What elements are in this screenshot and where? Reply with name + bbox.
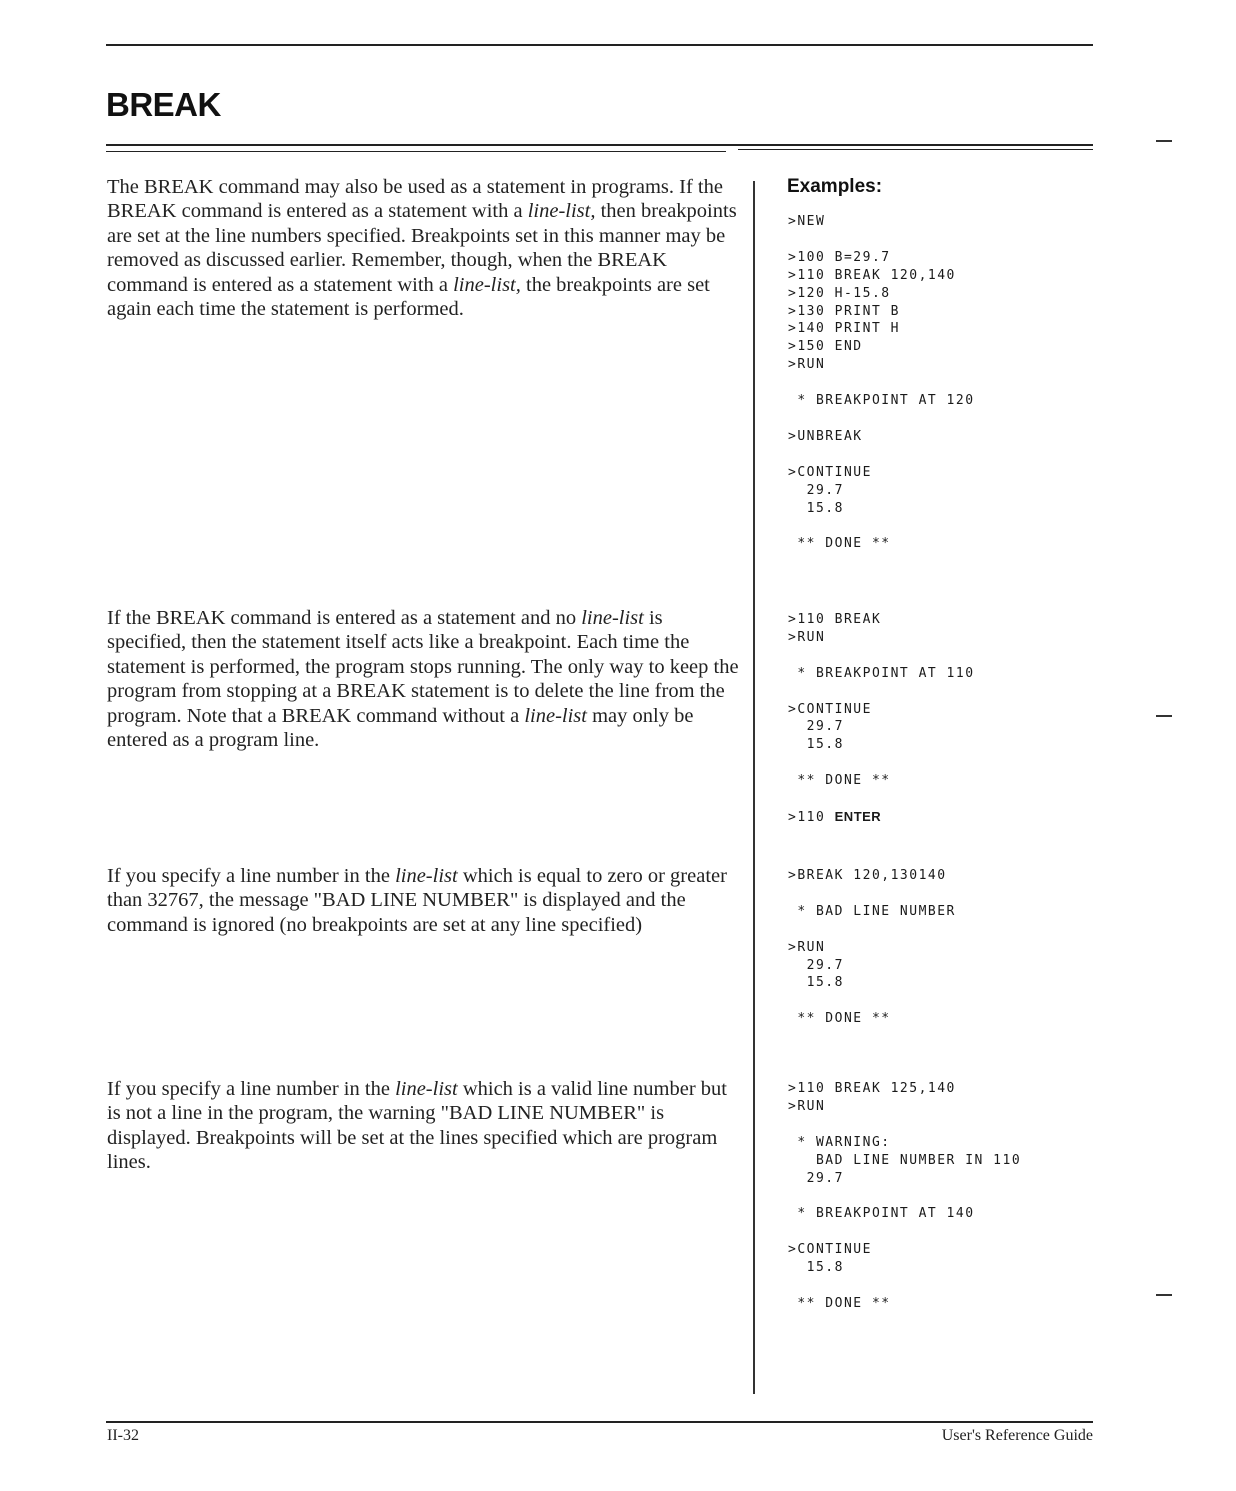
margin-tick xyxy=(1156,715,1172,717)
margin-tick xyxy=(1156,140,1172,142)
title-rule-lower-left xyxy=(106,151,726,152)
section-1-code: >NEW >100 B=29.7 >110 BREAK 120,140 >120 H-15.8 >130 PRINT B >140 PRINT H >150 END >RUN * BREAKPOINT AT 120 >UNBREAK >CONTINUE 29.7 15.8 ** DONE ** xyxy=(788,214,975,552)
text-run: the breakpoints are set again each time the statement is performed. xyxy=(107,273,710,321)
book-title: User's Reference Guide xyxy=(941,1427,1093,1444)
text-run: If you specify a line number in the xyxy=(107,865,396,887)
text-run: which is a valid line number but is not a line in the program, the warning "BAD LINE NUMBER" is displayed. Breakpoints will be set at the lines specified which are program lines. xyxy=(107,1078,727,1174)
italic-term: line-list xyxy=(581,607,644,629)
text-run: which is equal to zero or greater than 32767, the message "BAD LINE NUMBER" is displayed and the command is ignored (no breakpoints are set at any line specified) xyxy=(107,865,727,936)
text-run: then breakpoints are set at the line numbers specified. Breakpoints set in this manner may be removed as discussed earlier. Remember, though, when the BREAK command is entered as a statement with a xyxy=(107,200,737,296)
text-run: If you specify a line number in the xyxy=(107,1078,396,1100)
text-run: is specified, then the statement itself acts like a breakpoint. Each time the statement is performed, the program stops running. The only way to keep the program from stopping at a BREAK statement is to delete the line from the program. Note that a BREAK command without a xyxy=(107,607,739,727)
italic-term: line-list xyxy=(395,865,458,887)
page-number: II-32 xyxy=(107,1427,139,1444)
italic-term: line-list xyxy=(524,704,587,727)
enter-key-label: ENTER xyxy=(834,808,882,824)
page-title: BREAK xyxy=(106,86,221,123)
section-4-text xyxy=(107,1077,742,1175)
text-run: The BREAK command may also be used as a statement in programs. If the BREAK command is entered as a statement with a xyxy=(107,176,723,223)
text-run: may only be entered as a program line. xyxy=(107,704,694,752)
section-2-code xyxy=(788,611,975,827)
section-2-code-body: >110 BREAK >RUN * BREAKPOINT AT 110 >CONTINUE 29.7 15.8 ** DONE ** >110 xyxy=(788,612,975,825)
column-divider xyxy=(753,181,755,1394)
section-2-text xyxy=(107,606,742,752)
footer-rule xyxy=(106,1421,1093,1423)
italic-term: line-list, xyxy=(527,200,596,223)
examples-heading: Examples: xyxy=(787,176,883,197)
section-3-text xyxy=(107,864,742,937)
title-rule-upper xyxy=(106,144,1093,146)
margin-tick xyxy=(1156,1294,1172,1296)
section-3-code: >BREAK 120,130140 * BAD LINE NUMBER >RUN 29.7 15.8 ** DONE ** xyxy=(788,868,956,1027)
top-rule xyxy=(106,44,1093,46)
text-run: If the BREAK command is entered as a statement and no xyxy=(107,607,582,629)
section-4-code: >110 BREAK 125,140 >RUN * WARNING: BAD LINE NUMBER IN 110 29.7 * BREAKPOINT AT 140 >CONTINUE 15.8 ** DONE ** xyxy=(788,1081,1022,1311)
italic-term: line-list xyxy=(395,1078,458,1100)
title-rule-lower-right xyxy=(738,149,1093,150)
italic-term: line-list, xyxy=(453,273,521,296)
section-1-text xyxy=(107,175,742,321)
